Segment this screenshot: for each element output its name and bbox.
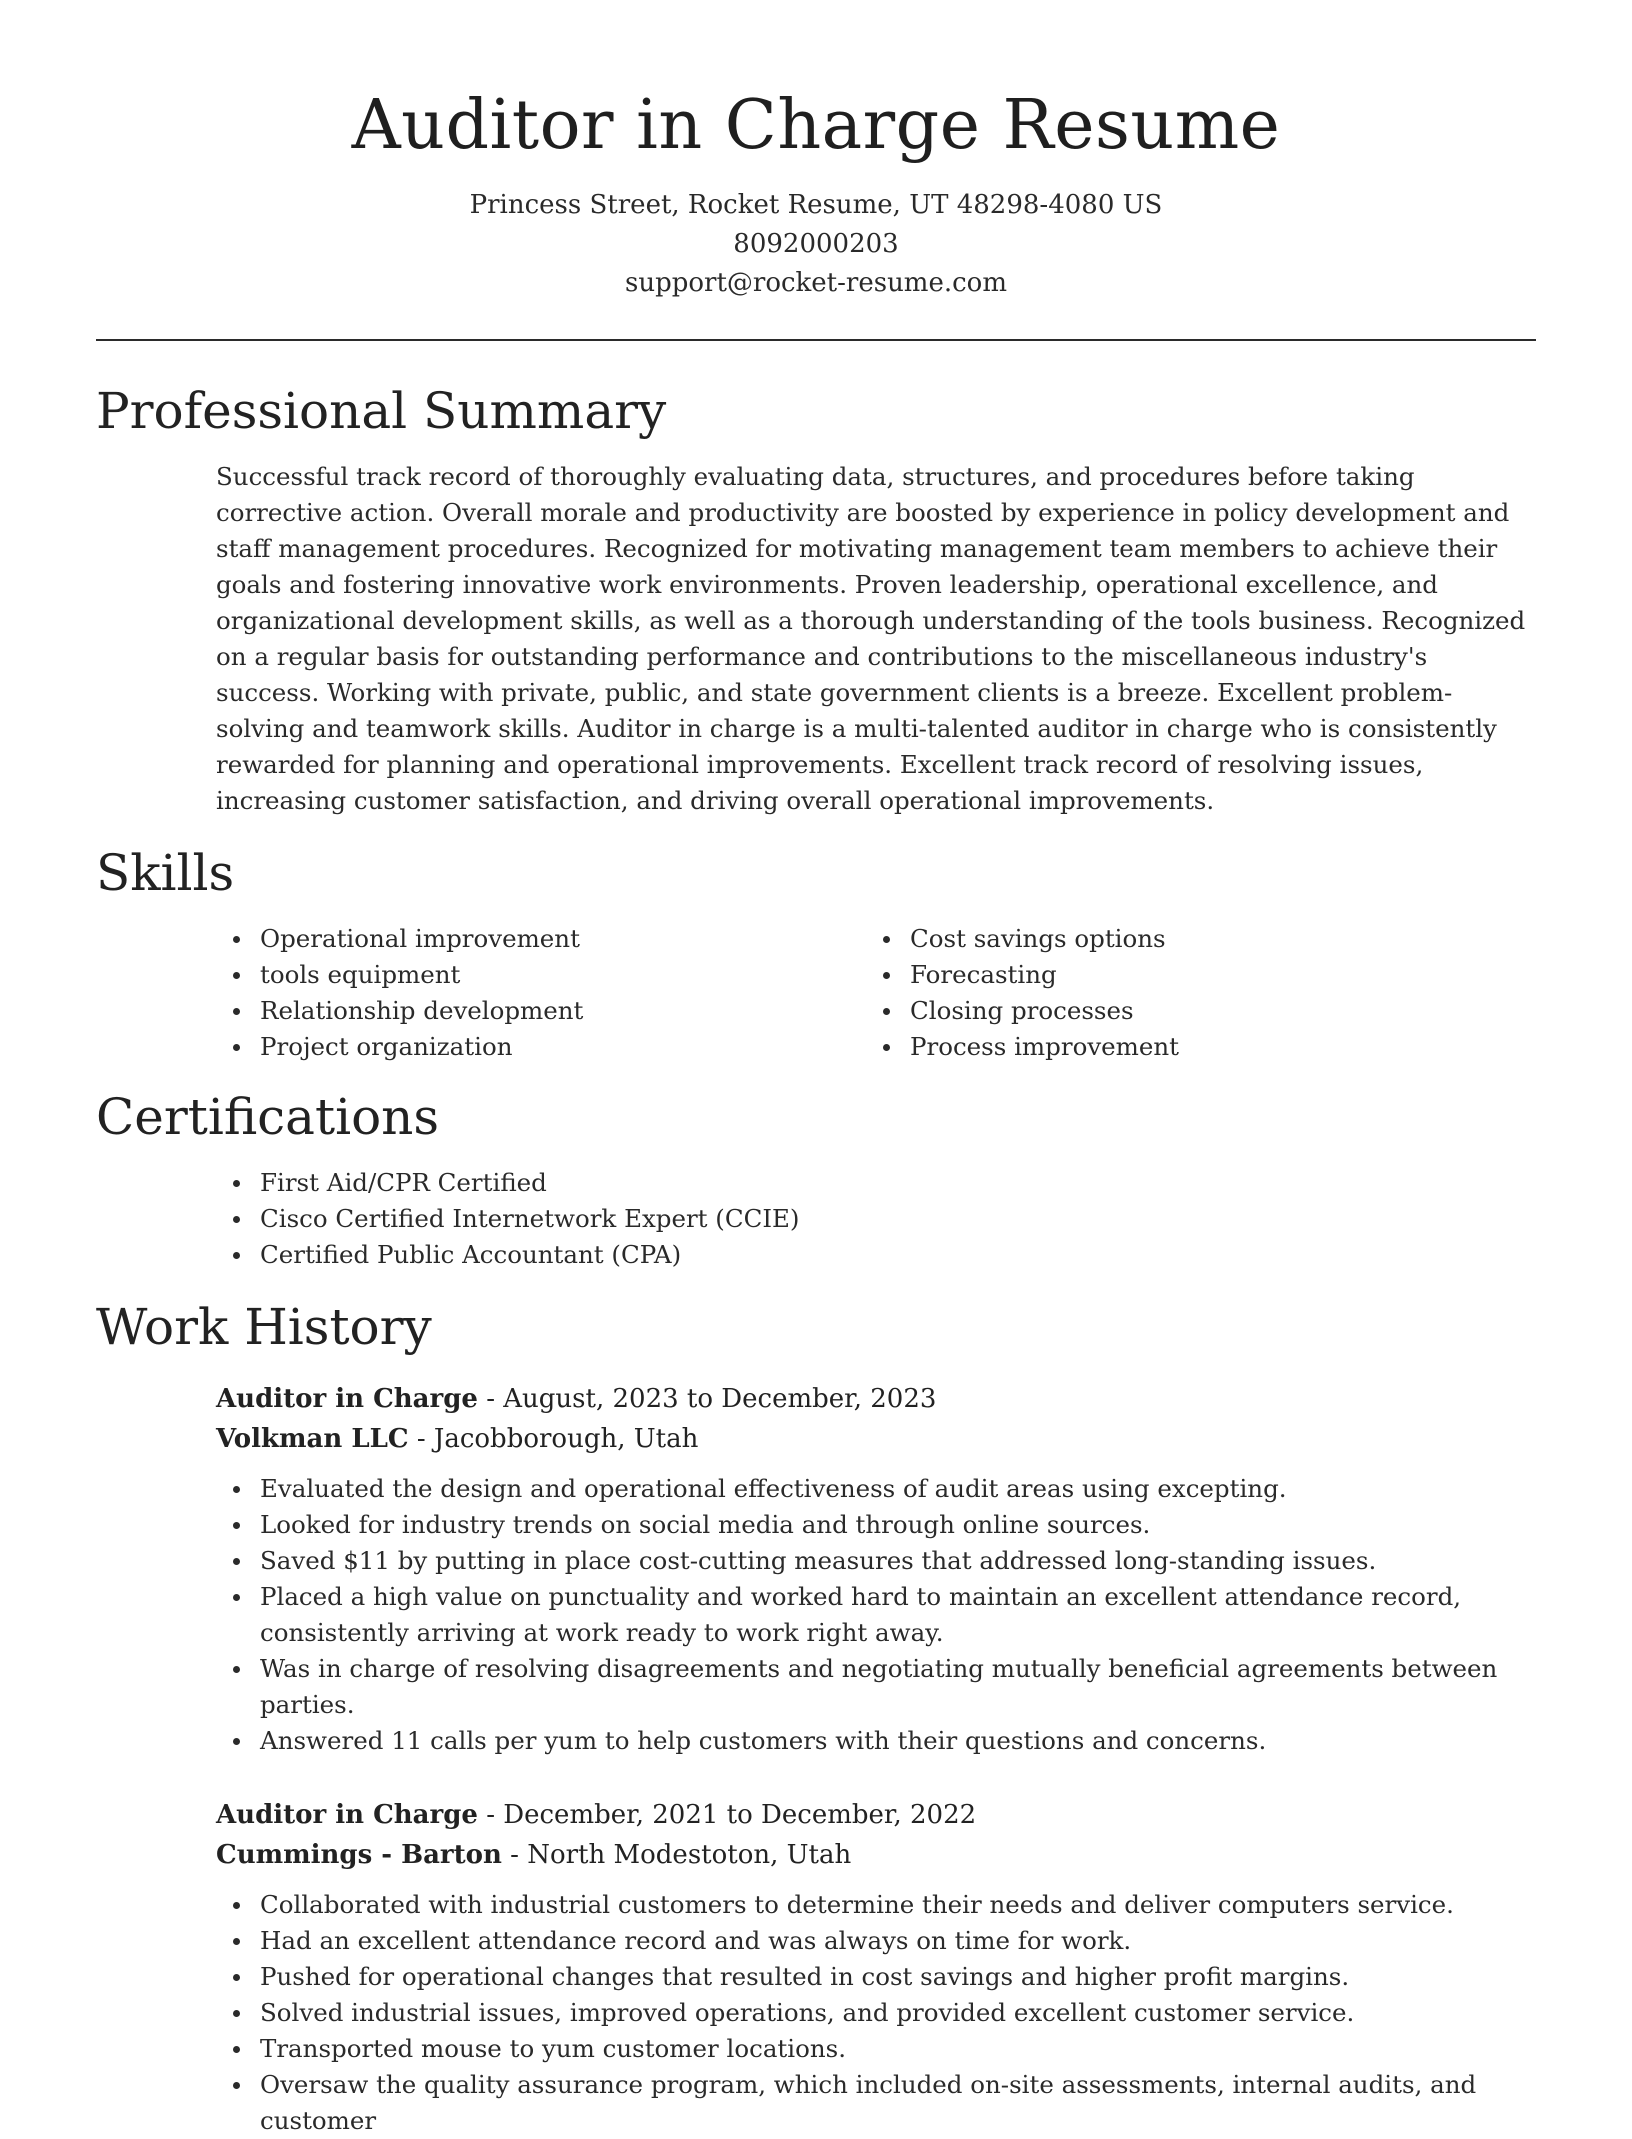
resume-header — [96, 0, 1536, 303]
work-history-section — [96, 1295, 1536, 2139]
job-duty-item: Evaluated the design and operational effectiveness of audit areas using excepting. — [216, 1471, 1536, 1507]
job-duty-item: Oversaw the quality assurance program, which included on-site assessments, internal audits, and customer — [216, 2067, 1536, 2139]
job-separator: - — [486, 1384, 504, 1414]
job-dates: December, 2021 to December, 2022 — [503, 1800, 977, 1830]
skill-item: Forecasting — [866, 957, 1516, 993]
job-entry — [216, 1795, 1536, 2139]
job-duty-item: Answered 11 calls per yum to help customers with their questions and concerns. — [216, 1723, 1536, 1759]
job-duties-list — [216, 1471, 1536, 1759]
skills-heading: Skills — [96, 844, 235, 902]
job-duty-item: Was in charge of resolving disagreements and negotiating mutually beneficial agreements between parties. — [216, 1651, 1536, 1723]
job-duty-item: Pushed for operational changes that resulted in cost savings and higher profit margins. — [216, 1959, 1536, 1995]
certification-item: First Aid/CPR Certified — [216, 1165, 1536, 1201]
job-entry — [216, 1379, 1536, 1759]
job-duty-item: Solved industrial issues, improved operations, and provided excellent customer service. — [216, 1995, 1536, 2031]
resume-title: Auditor in Charge Resume — [351, 86, 1281, 165]
job-separator: - — [486, 1800, 504, 1830]
job-title: Auditor in Charge — [216, 1800, 478, 1830]
skill-item: Cost savings options — [866, 921, 1516, 957]
skill-item: Closing processes — [866, 993, 1516, 1029]
certifications-list — [216, 1165, 1536, 1273]
job-company: Cummings - Barton — [216, 1840, 502, 1870]
job-location: North Modestoton, Utah — [527, 1840, 852, 1870]
certification-item: Certified Public Accountant (CPA) — [216, 1237, 1536, 1273]
skills-grid — [216, 921, 1536, 1065]
certifications-section — [96, 1085, 1536, 1273]
job-dates: August, 2023 to December, 2023 — [503, 1384, 937, 1414]
professional-summary-text: Successful track record of thoroughly evaluating data, structures, and procedures before taking corrective action. Overall morale and productivity are boosted by experience in policy development and staff management procedures. Recognized for motivating management team members to achieve their goals and fostering innovative work environments. Proven leadership, operational excellence, and organizational development skills, as well as a thorough understanding of the tools business. Recognized on a regular basis for outstanding performance and contributions to the miscellaneous industry's success. Working with private, public, and state government clients is a breeze. Excellent problem-solving and teamwork skills. Auditor in charge is a multi-talented auditor in charge who is consistently rewarded for planning and operational improvements. Excellent track record of resolving issues, increasing customer satisfaction, and driving overall operational improvements. — [216, 462, 1526, 815]
skills-section — [96, 841, 1536, 1065]
job-title-line — [216, 1795, 1536, 1835]
job-separator: - — [416, 1424, 434, 1454]
job-duty-item: Collaborated with industrial customers to determine their needs and deliver computers service. — [216, 1887, 1536, 1923]
certification-item: Cisco Certified Internetwork Expert (CCIE) — [216, 1201, 1536, 1237]
header-divider — [96, 339, 1536, 341]
job-duty-item: Looked for industry trends on social media and through online sources. — [216, 1507, 1536, 1543]
contact-block — [96, 186, 1536, 303]
job-company-line — [216, 1835, 1536, 1875]
job-separator: - — [510, 1840, 528, 1870]
contact-address: Princess Street, Rocket Resume, UT 48298-4080 US — [469, 190, 1163, 220]
job-duties-list — [216, 1887, 1536, 2139]
job-duty-item: Had an excellent attendance record and was always on time for work. — [216, 1923, 1536, 1959]
job-duty-item: Saved $11 by putting in place cost-cutting measures that addressed long-standing issues. — [216, 1543, 1536, 1579]
skill-item: Operational improvement — [216, 921, 866, 957]
skill-item: Project organization — [216, 1029, 866, 1065]
job-company: Volkman LLC — [216, 1424, 409, 1454]
skill-item: Relationship development — [216, 993, 866, 1029]
job-duty-item: Placed a high value on punctuality and worked hard to maintain an excellent attendance record, consistently arriving at work ready to work right away. — [216, 1579, 1536, 1651]
certifications-heading: Certifications — [96, 1088, 440, 1146]
work-history-heading: Work History — [96, 1298, 432, 1356]
skill-item: Process improvement — [866, 1029, 1516, 1065]
professional-summary-heading: Professional Summary — [96, 382, 667, 440]
job-title: Auditor in Charge — [216, 1384, 478, 1414]
job-location: Jacobborough, Utah — [433, 1424, 699, 1454]
contact-phone: 8092000203 — [733, 229, 899, 259]
professional-summary-section — [96, 379, 1536, 819]
contact-email: support@rocket-resume.com — [624, 268, 1007, 298]
skill-item: tools equipment — [216, 957, 866, 993]
skills-column-left — [216, 921, 866, 1065]
job-company-line — [216, 1419, 1536, 1459]
job-title-line — [216, 1379, 1536, 1419]
skills-column-right — [866, 921, 1516, 1065]
job-duty-item: Transported mouse to yum customer locations. — [216, 2031, 1536, 2067]
